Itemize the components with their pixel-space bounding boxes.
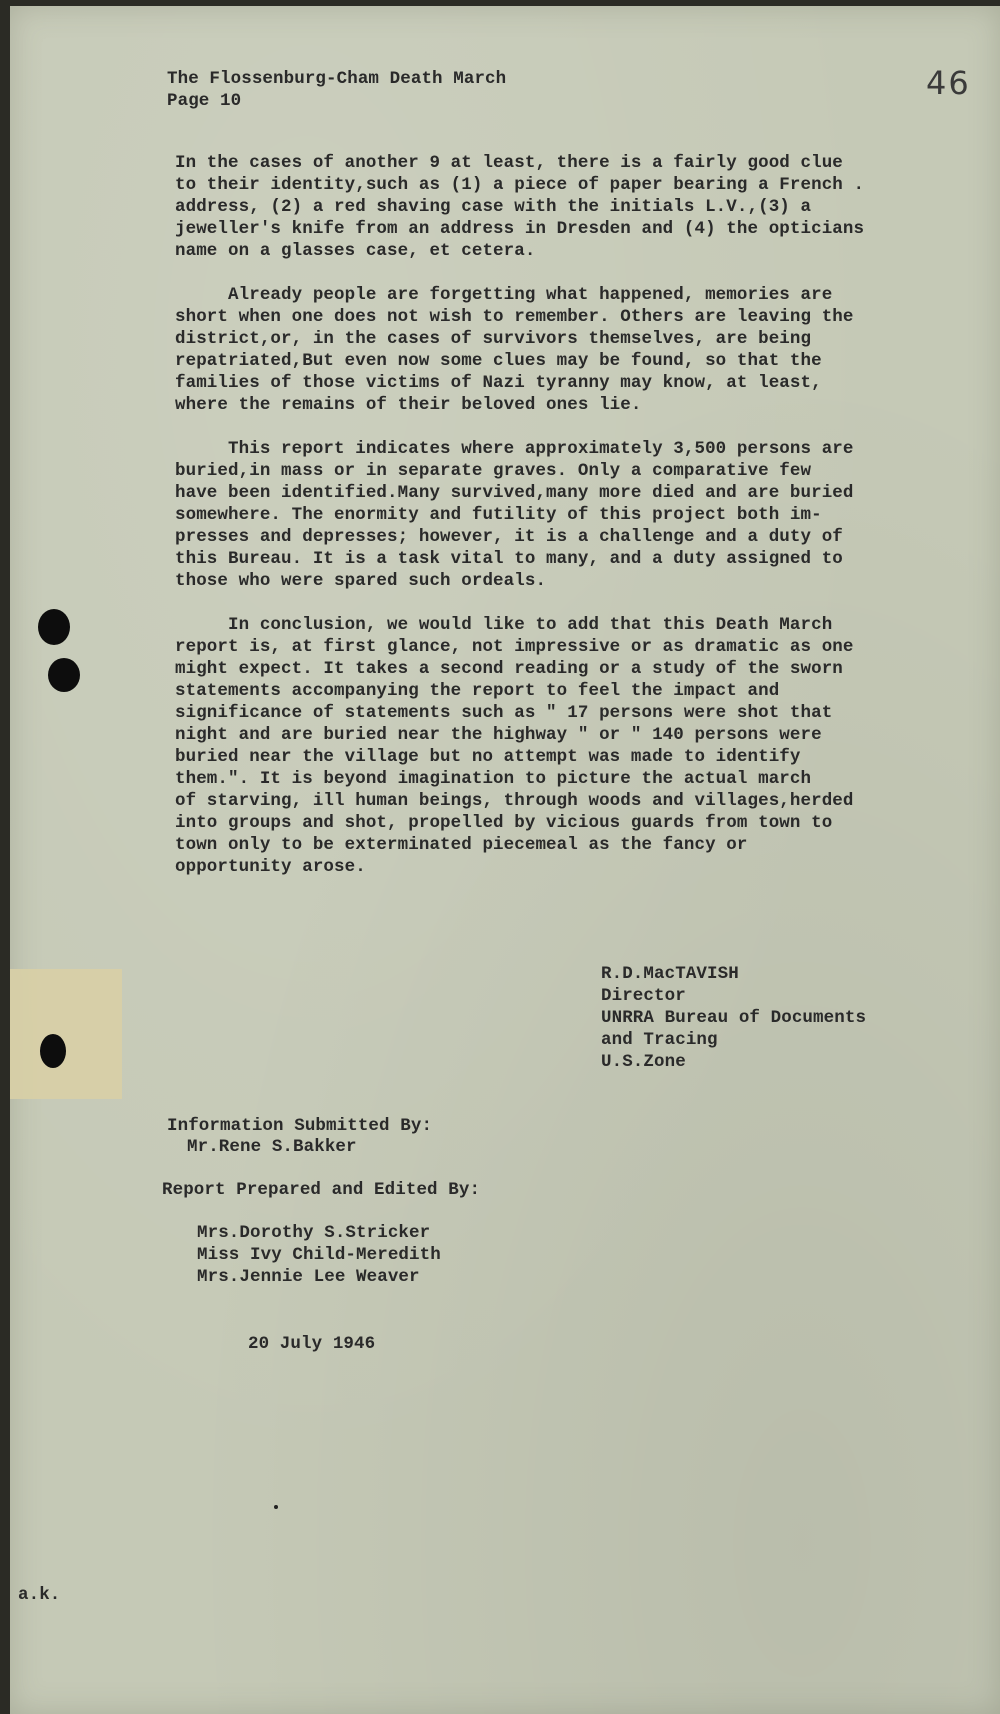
- paragraph-line: into groups and shot, propelled by vicious guards from town to: [175, 813, 833, 833]
- signatory-zone: U.S.Zone: [601, 1052, 686, 1072]
- signatory-title: Director: [601, 986, 686, 1006]
- paragraph-line: district,or, in the cases of survivors themselves, are being: [175, 329, 812, 349]
- signatory-name: R.D.MacTAVISH: [601, 964, 739, 984]
- paragraph-line: significance of statements such as " 17 persons were shot that: [175, 703, 833, 723]
- paragraph-line: them.". It is beyond imagination to picture the actual march: [175, 769, 812, 789]
- signature-block: [601, 963, 981, 1073]
- paragraph-line: jeweller's knife from an address in Dresden and (4) the opticians: [175, 219, 865, 239]
- paragraph-line: this Bureau. It is a task vital to many, and a duty assigned to: [175, 549, 843, 569]
- submitted-by-label: Information Submitted By:: [167, 1116, 433, 1136]
- page-label: Page 10: [167, 91, 242, 111]
- paragraph-line: to their identity,such as (1) a piece of paper bearing a French .: [175, 175, 865, 195]
- paragraph-line: buried,in mass or in separate graves. Only a comparative few: [175, 461, 812, 481]
- paragraph-line: statements accompanying the report to feel the impact and: [175, 681, 780, 701]
- paragraph-line: In the cases of another 9 at least, there is a fairly good clue: [175, 153, 843, 173]
- paragraph-line: somewhere. The enormity and futility of this project both im-: [175, 505, 822, 525]
- paragraph-line: families of those victims of Nazi tyranny may know, at least,: [175, 373, 822, 393]
- punch-hole-middle: [48, 658, 80, 692]
- paragraph-line: repatriated,But even now some clues may be found, so that the: [175, 351, 822, 371]
- paragraph-line: opportunity arose.: [175, 857, 366, 877]
- punch-hole-bottom: [40, 1034, 66, 1068]
- paragraph-line: buried near the village but no attempt was made to identify: [175, 747, 801, 767]
- editor-name: Mrs.Jennie Lee Weaver: [197, 1267, 420, 1287]
- paragraph-3: [175, 438, 995, 592]
- handwritten-page-number: 46: [926, 64, 971, 102]
- paragraph-line: presses and depresses; however, it is a challenge and a duty of: [175, 527, 843, 547]
- paragraph-line: town only to be exterminated piecemeal as the fancy or: [175, 835, 748, 855]
- editor-name: Mrs.Dorothy S.Stricker: [197, 1223, 431, 1243]
- document-title: The Flossenburg-Cham Death March: [167, 69, 507, 89]
- paragraph-4: [175, 614, 995, 878]
- adhesive-tape-strip: [10, 969, 122, 1099]
- paragraph-2: [175, 284, 995, 416]
- ink-speck: [274, 1505, 278, 1509]
- paragraph-line: where the remains of their beloved ones lie.: [175, 395, 642, 415]
- paragraph-line: of starving, ill human beings, through woods and villages,herded: [175, 791, 854, 811]
- paragraph-line: address, (2) a red shaving case with the initials L.V.,(3) a: [175, 197, 812, 217]
- editors-list: [197, 1222, 597, 1288]
- paragraph-line: night and are buried near the highway " or " 140 persons were: [175, 725, 822, 745]
- paragraph-line: Already people are forgetting what happened, memories are: [175, 285, 833, 305]
- paragraph-line: report is, at first glance, not impressive or as dramatic as one: [175, 637, 854, 657]
- paragraph-line: In conclusion, we would like to add that this Death March: [175, 615, 833, 635]
- typist-initials: a.k.: [18, 1585, 61, 1605]
- paragraph-line: might expect. It takes a second reading or a study of the sworn: [175, 659, 843, 679]
- editor-name: Miss Ivy Child-Meredith: [197, 1245, 441, 1265]
- paragraph-1: [175, 152, 995, 262]
- submitted-by-name: Mr.Rene S.Bakker: [187, 1137, 357, 1157]
- paragraph-line: name on a glasses case, et cetera.: [175, 241, 536, 261]
- paragraph-line: short when one does not wish to remember. Others are leaving the: [175, 307, 854, 327]
- paragraph-line: have been identified.Many survived,many more died and are buried: [175, 483, 854, 503]
- document-page: [10, 6, 1000, 1714]
- signatory-org-cont: and Tracing: [601, 1030, 718, 1050]
- signatory-org: UNRRA Bureau of Documents: [601, 1008, 867, 1028]
- punch-hole-top: [38, 609, 70, 645]
- prepared-by-label: Report Prepared and Edited By:: [162, 1180, 481, 1200]
- paragraph-line: those who were spared such ordeals.: [175, 571, 547, 591]
- paragraph-line: This report indicates where approximately 3,500 persons are: [175, 439, 854, 459]
- report-date: 20 July 1946: [248, 1334, 376, 1354]
